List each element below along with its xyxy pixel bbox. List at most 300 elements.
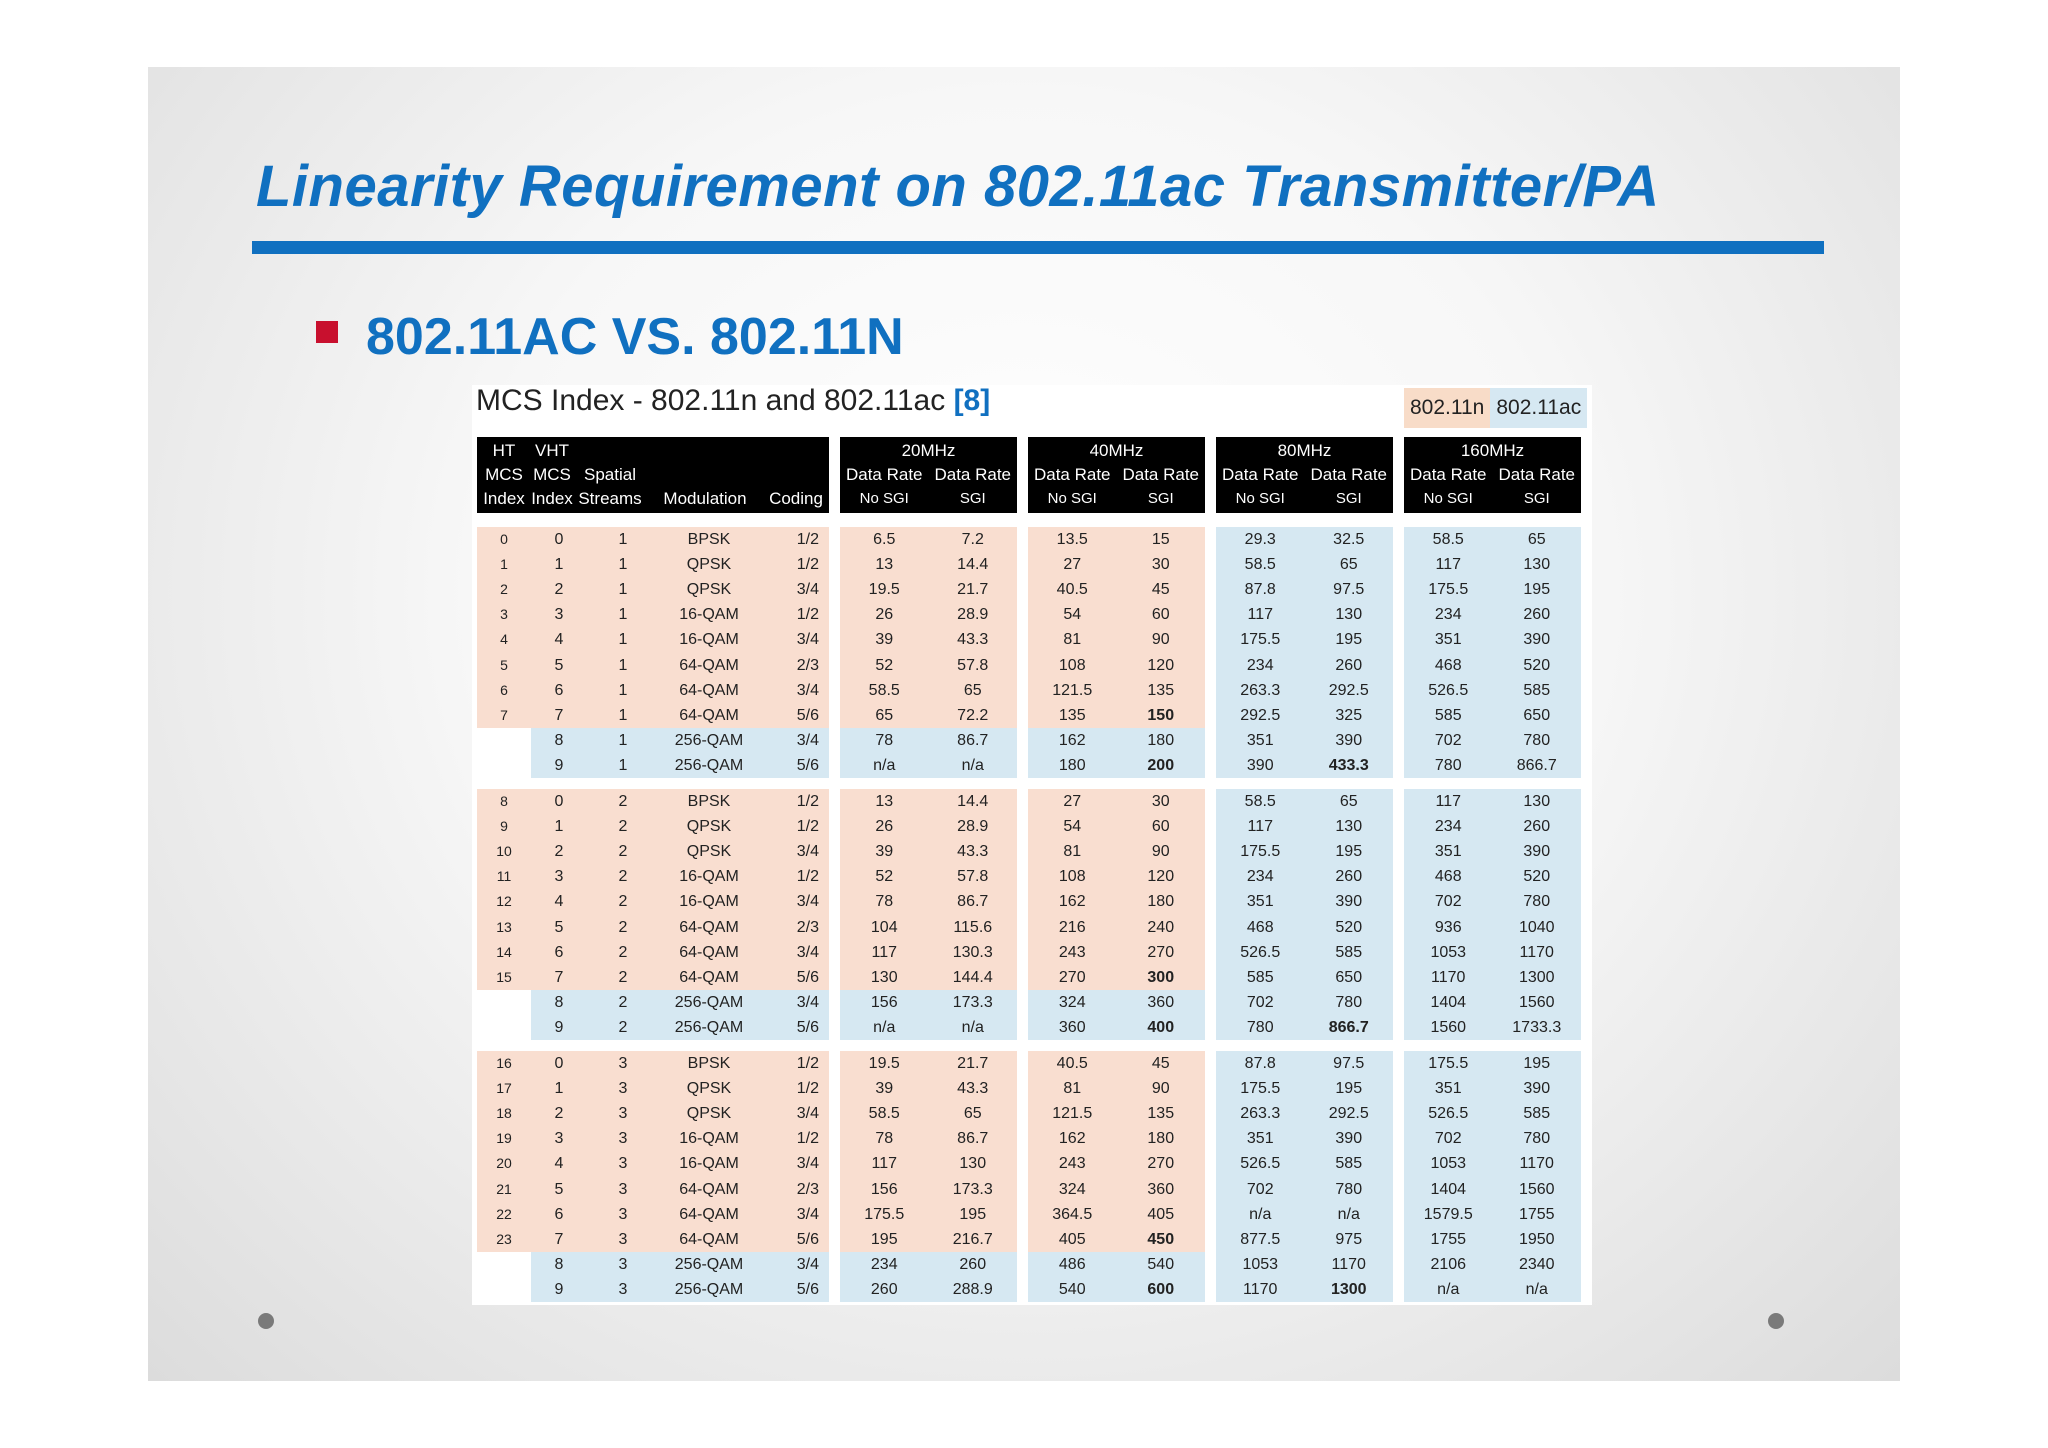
table-cell: 260 [1335, 656, 1363, 674]
table-cell: 216.7 [952, 1230, 993, 1248]
table-cell: 130 [1335, 818, 1363, 836]
table-cell: 30 [1151, 556, 1170, 574]
table-cell: 130 [1335, 606, 1363, 624]
table-cell: 351 [1246, 893, 1274, 911]
table-cell: 5 [500, 656, 508, 673]
table-cell: 81 [1063, 843, 1082, 861]
table-cell: 256-QAM [674, 993, 744, 1011]
table-cell: 234 [870, 1255, 898, 1273]
table-cell: 256-QAM [674, 1280, 744, 1298]
table-cell: 1755 [1518, 1205, 1555, 1223]
table-cell: QPSK [686, 1080, 732, 1098]
table-cell: 17 [496, 1080, 512, 1097]
table-cell: 2/3 [796, 656, 819, 674]
table-cell: 54 [1063, 818, 1082, 836]
table-cell: n/a [1337, 1205, 1360, 1223]
table-cell: 2 [618, 968, 628, 986]
table-cell: 3 [554, 606, 564, 624]
table-cell: 65 [1527, 531, 1546, 548]
table-cell: 1170 [1331, 1255, 1366, 1273]
table-cell: 780 [1335, 993, 1363, 1011]
table-cell: 10 [496, 843, 512, 860]
band-label: 40MHz [1089, 441, 1144, 460]
header-vht-line1: VHT [535, 441, 569, 460]
table-cell: 234 [1434, 606, 1462, 624]
table-cell: 195 [959, 1205, 987, 1223]
caption-reference: [8] [953, 384, 991, 417]
table-cell: 23 [496, 1230, 512, 1247]
table-cell: 1040 [1518, 918, 1555, 936]
table-cell: 58.5 [1244, 793, 1276, 810]
table-cell: 2 [618, 868, 628, 886]
table-cell: 260 [1523, 606, 1551, 624]
table-cell: 1579.5 [1423, 1205, 1473, 1223]
table-cell: 2 [618, 793, 628, 810]
table-cell: 16 [496, 1055, 512, 1071]
table-cell: 65 [963, 681, 982, 699]
table-cell: 97.5 [1333, 581, 1365, 599]
table-cell: 1 [618, 581, 628, 599]
table-cell: 260 [1335, 868, 1363, 886]
table-cell: 3/4 [796, 731, 819, 749]
table-cell: 90 [1151, 1080, 1170, 1098]
table-cell: 173.3 [952, 1180, 993, 1198]
table-cell: 3 [618, 1105, 628, 1123]
sgi-label: SGI [1335, 490, 1362, 507]
table-cell: 364.5 [1052, 1205, 1093, 1223]
table-cell: 65 [875, 706, 894, 724]
table-cell: 4 [554, 1155, 564, 1173]
table-cell: 243 [1058, 943, 1086, 961]
data-rate-no-sgi-label: Data Rate [1409, 465, 1487, 484]
table-cell: 270 [1147, 1155, 1175, 1173]
table-cell: 8 [554, 993, 564, 1011]
table-cell: 5 [554, 918, 564, 936]
table-cell: 22 [496, 1205, 512, 1222]
table-cell: 86.7 [957, 893, 989, 911]
table-cell: 433.3 [1328, 756, 1369, 774]
table-cell: 234 [1434, 818, 1462, 836]
nav-dot-right [1768, 1313, 1784, 1329]
table-cell: 1170 [1519, 943, 1554, 961]
table-cell: 130 [959, 1155, 987, 1173]
table-cell: 32.5 [1333, 531, 1365, 548]
table-cell: 1/2 [796, 793, 819, 810]
table-cell: 5 [554, 656, 564, 674]
legend-802-11ac: 802.11ac [1490, 388, 1587, 428]
table-cell: 19.5 [868, 581, 900, 599]
table-cell: 7 [500, 706, 508, 723]
table-cell: 97.5 [1333, 1055, 1365, 1072]
table-cell: 6 [554, 681, 564, 699]
table-cell: 3/4 [796, 681, 819, 699]
table-cell: 28.9 [957, 818, 989, 836]
table-cell: 1 [618, 606, 628, 624]
table-cell: 65 [1339, 556, 1358, 574]
table-cell: 256-QAM [674, 1018, 744, 1036]
table-cell: 936 [1434, 918, 1462, 936]
header-coding: Coding [769, 489, 823, 508]
table-cell: 468 [1246, 918, 1274, 936]
table-cell: 13.5 [1056, 531, 1088, 548]
table-cell: n/a [961, 1018, 984, 1036]
table-cell: 3 [618, 1280, 628, 1298]
table-cell: 780 [1523, 893, 1551, 911]
table-cell: 3/4 [796, 581, 819, 599]
table-cell: 3 [554, 1130, 564, 1148]
table-cell: n/a [1437, 1280, 1460, 1298]
header-band-160mhz [1404, 437, 1581, 513]
table-cell: 104 [870, 918, 898, 936]
table-cell: 351 [1434, 631, 1462, 649]
table-cell: 780 [1523, 731, 1551, 749]
table-cell: 52 [875, 656, 894, 674]
table-cell: 5/6 [796, 1230, 819, 1248]
table-cell: 975 [1335, 1230, 1363, 1248]
table-cell: 81 [1063, 631, 1082, 649]
data-rate-sgi-label: Data Rate [1498, 465, 1576, 484]
table-cell: QPSK [686, 556, 732, 574]
table-cell: 351 [1434, 843, 1462, 861]
table-cell: 43.3 [957, 843, 989, 861]
band-label: 80MHz [1277, 441, 1332, 460]
table-cell: 2 [618, 818, 628, 836]
table-cell: 450 [1147, 1230, 1175, 1248]
table-cell: 585 [1246, 968, 1274, 986]
table-cell: 117 [871, 1155, 897, 1173]
table-cell: 2 [500, 581, 508, 598]
table-cell: 526.5 [1240, 1155, 1281, 1173]
table-cell: 195 [1335, 631, 1363, 649]
table-cell: 292.5 [1328, 681, 1369, 699]
table-cell: 390 [1335, 893, 1363, 911]
table-cell: 16-QAM [679, 631, 739, 649]
table-cell: 2 [618, 843, 628, 861]
header-band-40mhz [1028, 437, 1205, 513]
table-cell: 60 [1151, 606, 1170, 624]
table-cell: 2 [618, 918, 628, 936]
table-cell: 600 [1147, 1280, 1175, 1298]
table-cell: 390 [1246, 756, 1274, 774]
table-cell: 216 [1058, 918, 1086, 936]
sgi-label: SGI [1523, 490, 1550, 507]
table-cell: 43.3 [957, 1080, 989, 1098]
table-cell: 9 [554, 1018, 564, 1036]
table-cell: 9 [554, 1280, 564, 1298]
table-cell: 3/4 [796, 943, 819, 961]
table-cell: 292.5 [1240, 706, 1281, 724]
table-cell: 256-QAM [674, 1255, 744, 1273]
table-cell: 1733.3 [1512, 1018, 1562, 1036]
table-cell: 8 [554, 731, 564, 749]
table-cell: 64-QAM [679, 656, 739, 674]
table-cell: 2 [618, 943, 628, 961]
table-cell: 1/2 [796, 868, 819, 886]
table-cell: 1560 [1518, 1180, 1555, 1198]
table-cell: 360 [1147, 993, 1175, 1011]
table-cell: 16-QAM [679, 893, 739, 911]
band-label: 160MHz [1460, 441, 1525, 460]
table-cell: 130 [1523, 793, 1551, 810]
table-cell: 702 [1434, 893, 1462, 911]
table-cell: n/a [961, 756, 984, 774]
table-cell: 7 [554, 706, 564, 724]
table-cell: 3 [554, 868, 564, 886]
table-cell: 1/2 [796, 556, 819, 574]
table-cell: 3 [618, 1155, 628, 1173]
table-cell: 195 [1523, 581, 1551, 599]
table-cell: 3/4 [796, 843, 819, 861]
table-cell: 1 [618, 706, 628, 724]
table-cell: 585 [1523, 681, 1551, 699]
no-sgi-label: No SGI [859, 490, 909, 507]
title-underline [252, 241, 1824, 254]
table-cell: 72.2 [957, 706, 989, 724]
header-ht-line2: MCS [485, 465, 523, 484]
table-cell: 468 [1434, 868, 1462, 886]
table-cell: 117 [1435, 793, 1461, 810]
table-cell: 1300 [1330, 1280, 1367, 1298]
table-cell: 27 [1063, 556, 1082, 574]
table-cell: 4 [500, 631, 508, 648]
table-cell: BPSK [687, 1055, 731, 1072]
table-cell: 175.5 [1240, 1080, 1281, 1098]
table-cell: 650 [1335, 968, 1363, 986]
table-cell: 87.8 [1244, 1055, 1276, 1072]
table-cell: 526.5 [1428, 1105, 1469, 1123]
table-cell: 0 [554, 531, 564, 548]
table-cell: 120 [1147, 656, 1175, 674]
table-cell: 12 [496, 893, 512, 910]
table-cell: 54 [1063, 606, 1082, 624]
table-cell: 156 [870, 993, 898, 1011]
table-cell: 702 [1434, 1130, 1462, 1148]
table-cell: 86.7 [957, 731, 989, 749]
table-cell: 3/4 [796, 1205, 819, 1223]
table-cell: 5/6 [796, 706, 819, 724]
table-cell: 195 [1523, 1055, 1551, 1072]
table-cell: 2 [554, 843, 564, 861]
table-cell: 585 [1335, 1155, 1363, 1173]
table-cell: 1 [554, 556, 564, 574]
table-cell: 21.7 [957, 581, 989, 599]
table-cell: 1 [554, 1080, 564, 1098]
table-cell: 3/4 [796, 1255, 819, 1273]
table-cell: 45 [1151, 581, 1170, 599]
table-cell [477, 990, 531, 1015]
table-cell: 1 [618, 681, 628, 699]
table-cell: 90 [1151, 631, 1170, 649]
data-rate-sgi-label: Data Rate [934, 465, 1012, 484]
table-cell: 1 [618, 756, 628, 774]
data-rate-sgi-label: Data Rate [1310, 465, 1388, 484]
table-cell [477, 1277, 531, 1302]
sgi-label: SGI [1147, 490, 1174, 507]
table-cell: 135 [1147, 681, 1175, 699]
table-cell: n/a [1525, 1280, 1548, 1298]
no-sgi-label: No SGI [1047, 490, 1097, 507]
table-cell: 180 [1147, 893, 1175, 911]
table-cell: 6 [554, 1205, 564, 1223]
table-cell: 3 [618, 1055, 628, 1072]
slide-title: Linearity Requirement on 802.11ac Transmitter/PA [256, 154, 1660, 219]
table-cell: 3/4 [796, 1155, 819, 1173]
table-cell: 400 [1147, 1018, 1175, 1036]
table-cell: 702 [1246, 993, 1274, 1011]
table-cell: 263.3 [1240, 1105, 1281, 1123]
table-cell: 78 [875, 731, 894, 749]
table-cell: 15 [496, 968, 512, 985]
table-cell: 3 [500, 606, 508, 623]
table-cell: 2 [618, 893, 628, 911]
table-cell: 30 [1151, 793, 1170, 810]
table-cell: 16-QAM [679, 606, 739, 624]
table-cell: 390 [1335, 1130, 1363, 1148]
table-cell: 64-QAM [679, 1180, 739, 1198]
table-cell: 585 [1434, 706, 1462, 724]
table-cell: 2106 [1430, 1255, 1467, 1273]
table-cell: 60 [1151, 818, 1170, 836]
table-cell: 5/6 [796, 1280, 819, 1298]
table-cell: 58.5 [868, 681, 900, 699]
table-cell: 1053 [1242, 1255, 1279, 1273]
bullet-text: 802.11AC VS. 802.11N [366, 308, 904, 366]
table-cell: 117 [1435, 556, 1461, 574]
table-cell: 540 [1058, 1280, 1086, 1298]
table-cell: 14.4 [957, 793, 989, 810]
table-cell: 162 [1058, 1130, 1086, 1148]
table-cell: 1/2 [796, 1130, 819, 1148]
table-cell: 351 [1246, 1130, 1274, 1148]
sgi-label: SGI [959, 490, 986, 507]
table-cell: 877.5 [1240, 1230, 1281, 1248]
table-cell: 263.3 [1240, 681, 1281, 699]
table-cell: BPSK [687, 531, 731, 548]
table-cell: 175.5 [1428, 1055, 1469, 1072]
table-cell: 14.4 [957, 556, 989, 574]
table-cell: 1 [618, 656, 628, 674]
legend-802-11n: 802.11n [1404, 388, 1490, 428]
table-cell: 19 [496, 1130, 512, 1147]
table-cell: 1 [618, 531, 628, 548]
table-cell: 27 [1063, 793, 1082, 810]
table-cell: 1053 [1430, 943, 1467, 961]
table-cell: 3 [618, 1180, 628, 1198]
table-cell [477, 728, 531, 753]
table-cell: 175.5 [864, 1205, 905, 1223]
table-cell: 29.3 [1244, 531, 1276, 548]
table-cell: 3 [618, 1080, 628, 1098]
table-cell: 3/4 [796, 631, 819, 649]
table-cell: 21 [496, 1180, 512, 1197]
table-cell: n/a [873, 1018, 896, 1036]
table-cell: 43.3 [957, 631, 989, 649]
table-cell: 260 [870, 1280, 898, 1298]
table-cell: 0 [500, 531, 508, 547]
table-cell: 16-QAM [679, 1130, 739, 1148]
table-cell: 780 [1246, 1018, 1274, 1036]
table-cell: 526.5 [1240, 943, 1281, 961]
table-cell: 78 [875, 1130, 894, 1148]
table-cell: 162 [1058, 731, 1086, 749]
table-cell: 65 [963, 1105, 982, 1123]
table-cell: n/a [873, 756, 896, 774]
table-cell: 115.6 [953, 918, 993, 936]
table-cell: 0 [554, 1055, 564, 1072]
table-cell: BPSK [687, 793, 731, 810]
table-cell: 1 [618, 556, 628, 574]
table-cell: 78 [875, 893, 894, 911]
table-cell: 1/2 [796, 606, 819, 624]
table-cell: 130 [1523, 556, 1551, 574]
table-cell: 1/2 [796, 818, 819, 836]
table-cell: 1/2 [796, 1055, 819, 1072]
table-cell: QPSK [686, 843, 732, 861]
table-cell: 780 [1434, 756, 1462, 774]
table-cell: 6 [554, 943, 564, 961]
table-cell: 14 [496, 943, 512, 960]
table-cell: 405 [1058, 1230, 1086, 1248]
table-cell: 28.9 [957, 606, 989, 624]
table-cell: 4 [554, 893, 564, 911]
table-cell [477, 1252, 531, 1277]
table-cell: 3 [618, 1255, 628, 1273]
table-cell: 360 [1058, 1018, 1086, 1036]
table-cell: 1/2 [796, 1080, 819, 1098]
table-cell: 13 [875, 793, 894, 810]
table-cell: 64-QAM [679, 918, 739, 936]
caption-text: MCS Index - 802.11n and 802.11ac [476, 384, 946, 417]
table-cell: 3/4 [796, 1105, 819, 1123]
table-cell: 117 [1247, 606, 1273, 624]
table-cell: 1404 [1430, 1180, 1467, 1198]
table-cell: 5/6 [796, 968, 819, 986]
table-cell: 256-QAM [674, 731, 744, 749]
band-label: 20MHz [901, 441, 956, 460]
table-cell: 40.5 [1056, 1055, 1088, 1072]
table-cell: 26 [875, 606, 894, 624]
table-cell: 5/6 [796, 756, 819, 774]
table-cell: 39 [875, 843, 894, 861]
table-cell: 1053 [1430, 1155, 1467, 1173]
table-cell: 121.5 [1052, 1105, 1093, 1123]
table-cell: 351 [1434, 1080, 1462, 1098]
header-band-20mhz [840, 437, 1017, 513]
table-cell: 135 [1058, 706, 1086, 724]
table-cell: 64-QAM [679, 1205, 739, 1223]
table-cell: 1404 [1430, 993, 1467, 1011]
table-cell: 3 [618, 1205, 628, 1223]
table-cell: 86.7 [957, 1130, 989, 1148]
table-cell: 234 [1246, 656, 1274, 674]
table-cell [477, 753, 531, 778]
table-cell: 5/6 [796, 1018, 819, 1036]
table-cell: 520 [1523, 656, 1551, 674]
table-cell: 1950 [1518, 1230, 1555, 1248]
table-cell: 120 [1147, 868, 1175, 886]
table-cell: 1/2 [796, 531, 819, 548]
table-cell: 39 [875, 631, 894, 649]
table-cell: 1 [618, 631, 628, 649]
table-cell: 18 [496, 1105, 512, 1122]
table-cell: 288.9 [952, 1280, 993, 1298]
table-cell: 405 [1147, 1205, 1175, 1223]
table-cell: 2/3 [796, 918, 819, 936]
header-modulation: Modulation [663, 489, 747, 508]
table-cell: 540 [1147, 1255, 1175, 1273]
table-cell: 180 [1058, 756, 1086, 774]
table-cell: 108 [1058, 656, 1086, 674]
